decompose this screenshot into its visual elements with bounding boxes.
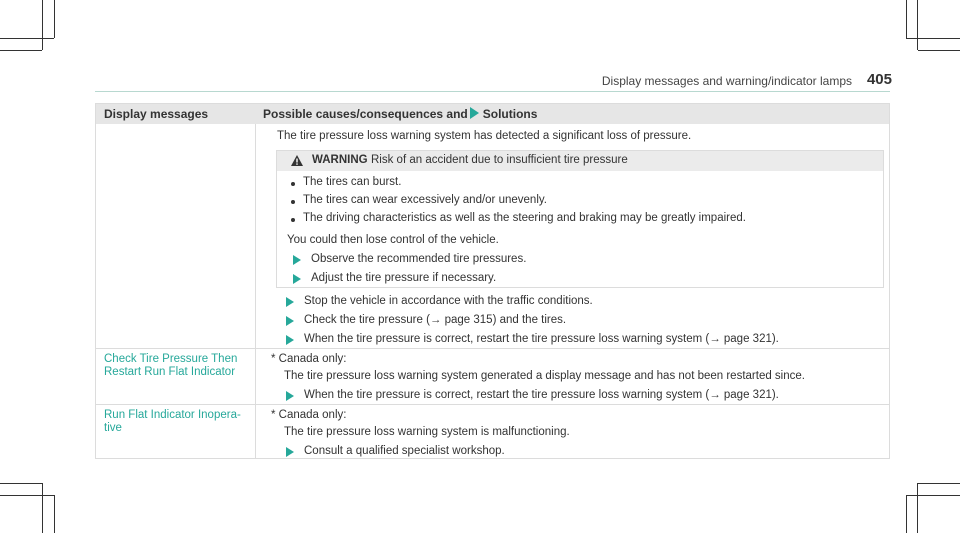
message-run-flat-inoperative-line2: tive bbox=[104, 422, 122, 434]
crop-mark bbox=[917, 0, 918, 50]
message-run-flat-inoperative-line1: Run Flat Indicator Inopera- bbox=[104, 409, 241, 421]
row3-step: Consult a qualified specialist workshop. bbox=[304, 445, 505, 457]
col-header-causes-label: Possible causes/consequences and bbox=[263, 107, 468, 121]
row3-text: The tire pressure loss warning system is malfunctioning. bbox=[284, 426, 570, 438]
crop-mark bbox=[54, 0, 55, 38]
row2-text: The tire pressure loss warning system generated a display message and has not been restarted since. bbox=[284, 370, 805, 382]
table-header bbox=[96, 104, 889, 124]
warning-step: Observe the recommended tire pressures. bbox=[311, 253, 527, 265]
crop-mark bbox=[0, 495, 54, 496]
col-header-display-messages: Display messages bbox=[104, 107, 209, 121]
row2-step: When the tire pressure is correct, restart the tire pressure loss warning system (→ page 321). bbox=[304, 389, 779, 401]
warning-header bbox=[277, 151, 883, 171]
step-arrow-icon bbox=[286, 297, 294, 307]
crop-mark bbox=[0, 50, 42, 51]
warning-step: Adjust the tire pressure if necessary. bbox=[311, 272, 497, 284]
warning-bullet: The tires can wear excessively and/or unevenly. bbox=[303, 194, 547, 206]
row1-step: Check the tire pressure (→ page 315) and the tires. bbox=[304, 314, 567, 326]
crop-mark bbox=[906, 495, 907, 533]
message-check-tire-pressure-line2: Restart Run Flat Indicator bbox=[104, 366, 236, 378]
row-divider bbox=[96, 348, 889, 349]
step-arrow-icon bbox=[286, 391, 294, 401]
crop-mark bbox=[918, 50, 960, 51]
message-check-tire-pressure-line1: Check Tire Pressure Then bbox=[104, 353, 238, 365]
step-arrow-icon bbox=[286, 316, 294, 326]
warning-bullet: The driving characteristics as well as the steering and braking may be greatly impaired. bbox=[303, 212, 746, 224]
solutions-arrow-icon bbox=[470, 107, 479, 119]
bullet-icon bbox=[291, 218, 295, 222]
row3-note: * Canada only: bbox=[271, 409, 347, 421]
running-head: Display messages and warning/indicator lamps bbox=[601, 74, 852, 88]
crop-mark bbox=[906, 38, 960, 39]
crop-mark bbox=[42, 483, 43, 533]
crop-mark bbox=[906, 495, 960, 496]
crop-mark bbox=[918, 483, 960, 484]
col-header-causes bbox=[263, 107, 537, 121]
step-arrow-icon bbox=[293, 274, 301, 284]
warning-text: Risk of an accident due to insufficient tire pressure bbox=[371, 154, 628, 166]
row1-step: Stop the vehicle in accordance with the traffic conditions. bbox=[304, 295, 593, 307]
bullet-icon bbox=[291, 200, 295, 204]
column-divider bbox=[255, 124, 256, 459]
row1-intro: The tire pressure loss warning system has detected a significant loss of pressure. bbox=[277, 130, 692, 142]
step-arrow-icon bbox=[293, 255, 301, 265]
warning-label: WARNING bbox=[312, 154, 368, 166]
crop-mark bbox=[42, 0, 43, 50]
row1-step: When the tire pressure is correct, restart the tire pressure loss warning system (→ page 321). bbox=[304, 333, 779, 345]
step-arrow-icon bbox=[286, 335, 294, 345]
row2-note: * Canada only: bbox=[271, 353, 347, 365]
warning-triangle-icon bbox=[291, 155, 303, 166]
crop-mark bbox=[906, 0, 907, 38]
col-header-solutions-label: Solutions bbox=[482, 107, 538, 121]
display-messages-table bbox=[95, 103, 890, 459]
crop-mark bbox=[54, 495, 55, 533]
warning-bullet: The tires can burst. bbox=[303, 176, 402, 188]
crop-mark bbox=[917, 483, 918, 533]
crop-mark bbox=[0, 38, 54, 39]
crop-mark bbox=[0, 483, 42, 484]
header-rule bbox=[95, 91, 890, 92]
page-number: 405 bbox=[866, 71, 892, 88]
bullet-icon bbox=[291, 182, 295, 186]
warning-outro: You could then lose control of the vehicle. bbox=[287, 234, 499, 246]
row-divider bbox=[96, 404, 889, 405]
step-arrow-icon bbox=[286, 447, 294, 457]
warning-box bbox=[276, 150, 884, 288]
